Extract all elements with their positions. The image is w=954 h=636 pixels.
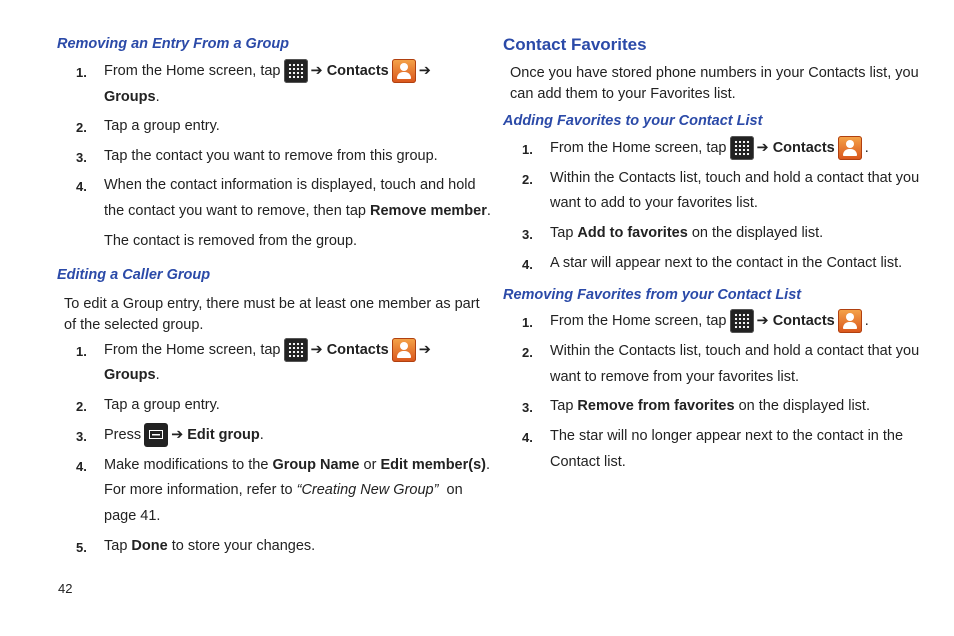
step-number: 4. [76,459,87,474]
step-number: 4. [76,179,87,194]
step-text: A star will appear next to the contact in the Contact list. [550,255,903,271]
step-text: page 41. [104,508,161,524]
step-number: 1. [522,142,533,157]
step-number: 3. [522,227,533,242]
paragraph: Once you have stored phone numbers in your Contacts list, you [510,65,919,81]
step-text: From the Home screen, tap ➔ Contacts ➔ [104,338,431,362]
step-text: The star will no longer appear next to the contact in the [550,428,904,444]
step-number: 3. [76,429,87,444]
apps-icon [730,309,754,333]
step-text: Tap Add to favorites on the displayed list. [550,225,824,241]
apps-icon [284,338,308,362]
paragraph: of the selected group. [64,317,204,333]
heading-removing-entry: Removing an Entry From a Group [57,36,290,52]
step-text: The contact is removed from the group. [104,233,358,249]
step-number: 1. [76,344,87,359]
step-number: 2. [76,399,87,414]
step-text: Contact list. [550,454,626,470]
step-text: Tap Remove from favorites on the displayed list. [550,398,870,414]
step-text: Within the Contacts list, touch and hold a contact that you [550,170,920,186]
paragraph: can add them to your Favorites list. [510,86,736,102]
step-number: 2. [76,120,87,135]
step-number: 4. [522,257,533,272]
step-text: Make modifications to the Group Name or Edit member(s). [104,457,491,473]
heading-removing-favorites: Removing Favorites from your Contact List [503,287,802,303]
contacts-icon [838,309,862,333]
step-text: Tap a group entry. [104,118,220,134]
step-text: When the contact information is displayed, touch and hold [104,177,476,193]
step-text: Tap the contact you want to remove from this group. [104,148,438,164]
step-number: 1. [76,65,87,80]
step-text: From the Home screen, tap ➔ Contacts ➔ [104,59,431,83]
heading-contact-favorites: Contact Favorites [503,35,647,54]
step-text: From the Home screen, tap ➔ Contacts . [550,136,869,160]
heading-adding-favorites: Adding Favorites to your Contact List [503,113,763,129]
step-text: want to add to your favorites list. [550,195,758,211]
step-number: 1. [522,315,533,330]
step-number: 5. [76,540,87,555]
arrow-icon: ➔ [310,63,323,79]
step-text: From the Home screen, tap ➔ Contacts . [550,309,869,333]
step-text: Tap Done to store your changes. [104,538,316,554]
step-number: 4. [522,430,533,445]
step-number: 3. [522,400,533,415]
page-number: 42 [58,581,73,596]
step-text: Tap a group entry. [104,397,220,413]
step-text: the contact you want to remove, then tap Remove member. [104,203,491,219]
step-number: 3. [76,150,87,165]
step-text: Groups. [104,89,160,105]
step-text: For more information, refer to “Creating New Group” on [104,482,463,498]
contacts-icon [838,136,862,160]
step-text: Press ➔ Edit group. [104,423,264,447]
step-text: want to remove from your favorites list. [550,369,799,385]
step-text: Groups. [104,367,160,383]
apps-icon [730,136,754,160]
contacts-icon [392,338,416,362]
menu-icon [144,423,168,447]
apps-icon [284,59,308,83]
step-text: Within the Contacts list, touch and hold a contact that you [550,343,920,359]
paragraph: To edit a Group entry, there must be at least one member as part [64,296,480,312]
step-number: 2. [522,345,533,360]
contacts-icon [392,59,416,83]
step-number: 2. [522,172,533,187]
heading-editing-caller-group: Editing a Caller Group [57,267,211,283]
